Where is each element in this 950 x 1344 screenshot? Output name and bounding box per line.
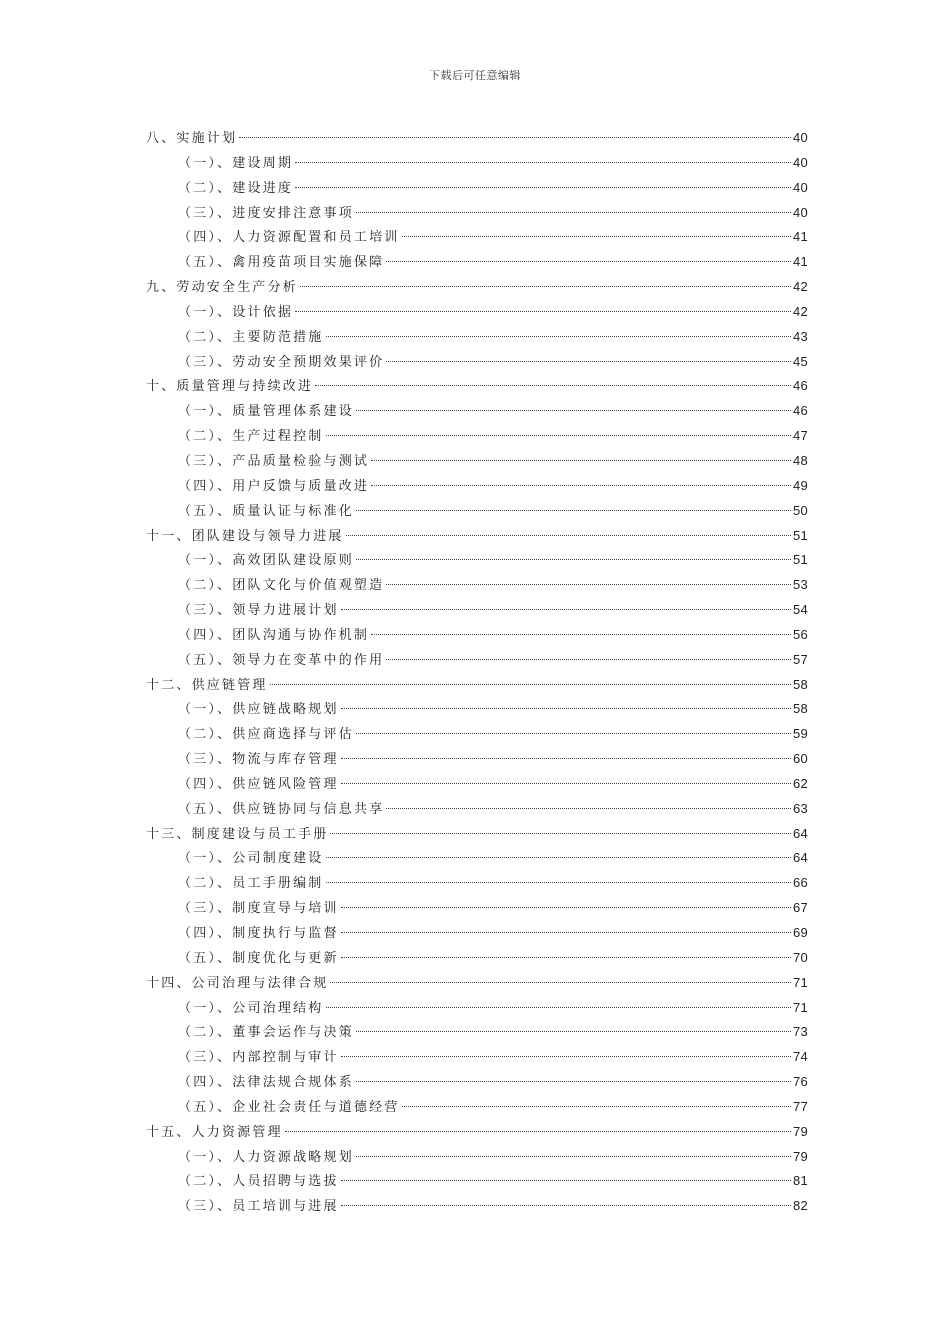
toc-page-number: 58 — [792, 676, 808, 692]
toc-page-number: 40 — [792, 204, 808, 220]
toc-dot-leader — [386, 659, 791, 660]
toc-section-entry[interactable] — [146, 474, 808, 499]
toc-section-entry[interactable] — [146, 946, 808, 971]
toc-page-number: 79 — [792, 1123, 808, 1139]
toc-dot-leader — [402, 236, 791, 237]
toc-dot-leader — [285, 1131, 791, 1132]
toc-page-number: 82 — [792, 1198, 808, 1214]
toc-dot-leader — [356, 1081, 791, 1082]
toc-entry-title: （一）、高效团队建设原则 — [178, 553, 354, 569]
toc-entry-title: （三）、制度宣导与培训 — [178, 901, 339, 917]
toc-section-entry[interactable] — [146, 424, 808, 449]
toc-page-number: 43 — [792, 328, 808, 344]
toc-entry-title: 九、劳动安全生产分析 — [146, 280, 299, 296]
toc-page-number: 41 — [792, 254, 808, 270]
toc-page-number: 70 — [792, 949, 808, 965]
toc-dot-leader — [356, 559, 791, 560]
toc-page-number: 66 — [792, 875, 808, 891]
toc-page-number: 57 — [792, 651, 808, 667]
toc-section-entry[interactable] — [146, 1045, 808, 1070]
toc-section-entry[interactable] — [146, 598, 808, 623]
toc-section-entry[interactable] — [146, 250, 808, 275]
toc-page-number: 51 — [792, 527, 808, 543]
toc-dot-leader — [326, 857, 791, 858]
toc-page-number: 48 — [792, 452, 808, 468]
toc-page-number: 40 — [792, 154, 808, 170]
toc-dot-leader — [239, 137, 791, 138]
toc-dot-leader — [326, 336, 791, 337]
toc-dot-leader — [341, 907, 791, 908]
toc-chapter-entry[interactable] — [146, 673, 808, 698]
toc-entry-title: （三）、领导力进展计划 — [178, 603, 339, 619]
toc-entry-title: （二）、人员招聘与选拔 — [178, 1174, 339, 1190]
toc-dot-leader — [371, 634, 791, 635]
toc-dot-leader — [326, 435, 791, 436]
toc-section-entry[interactable] — [146, 846, 808, 871]
toc-dot-leader — [341, 783, 791, 784]
toc-section-entry[interactable] — [146, 1145, 808, 1170]
toc-entry-title: （二）、团队文化与价值观塑造 — [178, 578, 385, 594]
toc-entry-title: （五）、领导力在变革中的作用 — [178, 652, 385, 668]
toc-page-number: 59 — [792, 726, 808, 742]
toc-section-entry[interactable] — [146, 325, 808, 350]
toc-entry-title: （一）、公司制度建设 — [178, 851, 324, 867]
toc-page-number: 56 — [792, 626, 808, 642]
toc-dot-leader — [341, 1180, 791, 1181]
toc-section-entry[interactable] — [146, 151, 808, 176]
toc-page-number: 58 — [792, 701, 808, 717]
toc-entry-title: （五）、企业社会责任与道德经营 — [178, 1099, 400, 1115]
toc-page-number: 77 — [792, 1098, 808, 1114]
toc-entry-title: （一）、人力资源战略规划 — [178, 1149, 354, 1165]
toc-dot-leader — [341, 957, 791, 958]
toc-section-entry[interactable] — [146, 896, 808, 921]
toc-dot-leader — [356, 212, 791, 213]
toc-chapter-entry[interactable] — [146, 971, 808, 996]
toc-dot-leader — [300, 286, 791, 287]
toc-dot-leader — [295, 162, 791, 163]
toc-entry-title: （三）、内部控制与审计 — [178, 1050, 339, 1066]
toc-section-entry[interactable] — [146, 921, 808, 946]
toc-entry-title: 八、实施计划 — [146, 131, 238, 146]
toc-entry-title: 十三、制度建设与员工手册 — [146, 826, 329, 842]
toc-dot-leader — [330, 833, 791, 834]
toc-section-entry[interactable] — [146, 996, 808, 1021]
toc-page-number: 45 — [792, 353, 808, 369]
toc-page-number: 73 — [792, 1024, 808, 1040]
toc-entry-title: （五）、供应链协同与信息共享 — [178, 801, 385, 817]
toc-page-number: 47 — [792, 428, 808, 444]
toc-entry-title: （二）、供应商选择与评估 — [178, 727, 354, 743]
toc-entry-title: （四）、团队沟通与协作机制 — [178, 627, 370, 643]
toc-section-entry[interactable] — [146, 772, 808, 797]
toc-dot-leader — [341, 609, 791, 610]
toc-entry-title: （五）、质量认证与标准化 — [178, 503, 354, 519]
toc-dot-leader — [326, 882, 791, 883]
toc-entry-title: （一）、供应链战略规划 — [178, 702, 339, 718]
table-of-contents — [146, 126, 808, 1219]
toc-section-entry[interactable] — [146, 176, 808, 201]
toc-dot-leader — [356, 510, 791, 511]
toc-entry-title: （二）、董事会运作与决策 — [178, 1025, 354, 1041]
toc-section-entry[interactable] — [146, 697, 808, 722]
toc-entry-title: （四）、用户反馈与质量改进 — [178, 478, 370, 494]
toc-entry-title: （三）、产品质量检验与测试 — [178, 453, 370, 469]
toc-page-number: 53 — [792, 577, 808, 593]
toc-dot-leader — [330, 982, 791, 983]
toc-page-number: 54 — [792, 602, 808, 618]
toc-entry-title: （二）、建设进度 — [178, 180, 294, 196]
toc-section-entry[interactable] — [146, 623, 808, 648]
toc-entry-title: （三）、员工培训与进展 — [178, 1199, 339, 1215]
toc-chapter-entry[interactable] — [146, 1120, 808, 1145]
toc-entry-title: （一）、质量管理体系建设 — [178, 404, 354, 420]
toc-chapter-entry[interactable] — [146, 126, 808, 151]
toc-dot-leader — [341, 1205, 791, 1206]
toc-section-entry[interactable] — [146, 548, 808, 573]
toc-entry-title: （四）、人力资源配置和员工培训 — [178, 230, 400, 246]
toc-dot-leader — [386, 261, 791, 262]
toc-page-number: 79 — [792, 1148, 808, 1164]
toc-page-number: 63 — [792, 800, 808, 816]
toc-dot-leader — [341, 758, 791, 759]
toc-page-number: 40 — [792, 130, 808, 145]
toc-dot-leader — [295, 311, 791, 312]
toc-entry-title: （四）、制度执行与监督 — [178, 926, 339, 941]
toc-dot-leader — [386, 808, 791, 809]
toc-page-number: 50 — [792, 502, 808, 518]
toc-dot-leader — [356, 1031, 791, 1032]
toc-dot-leader — [326, 1007, 791, 1008]
toc-section-entry[interactable] — [146, 797, 808, 822]
toc-page-number: 51 — [792, 552, 808, 568]
toc-section-entry[interactable] — [146, 747, 808, 772]
toc-dot-leader — [386, 584, 791, 585]
toc-page-number: 42 — [792, 303, 808, 319]
toc-section-entry[interactable] — [146, 722, 808, 747]
toc-entry-title: （一）、建设周期 — [178, 155, 294, 171]
toc-entry-title: （二）、员工手册编制 — [178, 876, 324, 892]
toc-page-number: 76 — [792, 1074, 808, 1090]
toc-page-number: 46 — [792, 378, 808, 394]
toc-section-entry[interactable] — [146, 871, 808, 896]
toc-section-entry[interactable] — [146, 449, 808, 474]
toc-entry-title: 十四、公司治理与法律合规 — [146, 975, 329, 991]
toc-section-entry[interactable] — [146, 499, 808, 524]
toc-dot-leader — [371, 460, 791, 461]
toc-dot-leader — [315, 385, 791, 386]
toc-dot-leader — [371, 485, 791, 486]
toc-entry-title: （一）、设计依据 — [178, 304, 294, 320]
toc-page-number: 71 — [792, 999, 808, 1015]
toc-page-number: 71 — [792, 974, 808, 990]
toc-entry-title: 十五、人力资源管理 — [146, 1124, 283, 1140]
toc-entry-title: （四）、供应链风险管理 — [178, 776, 339, 792]
toc-entry-title: （五）、禽用疫苗项目实施保障 — [178, 255, 385, 271]
toc-section-entry[interactable] — [146, 648, 808, 673]
toc-chapter-entry[interactable] — [146, 374, 808, 399]
toc-chapter-entry[interactable] — [146, 275, 808, 300]
toc-chapter-entry[interactable] — [146, 524, 808, 549]
toc-entry-title: 十一、团队建设与领导力进展 — [146, 528, 344, 544]
toc-section-entry[interactable] — [146, 1169, 808, 1194]
toc-page-number: 49 — [792, 477, 808, 493]
toc-dot-leader — [356, 733, 791, 734]
toc-entry-title: （五）、制度优化与更新 — [178, 950, 339, 966]
toc-section-entry[interactable] — [146, 1070, 808, 1095]
toc-page-number: 64 — [792, 825, 808, 841]
toc-page-number: 81 — [792, 1173, 808, 1189]
toc-dot-leader — [386, 361, 791, 362]
toc-page-number: 62 — [792, 775, 808, 791]
toc-page-number: 64 — [792, 850, 808, 866]
toc-page-number: 40 — [792, 179, 808, 195]
toc-section-entry[interactable] — [146, 350, 808, 375]
toc-page-number: 74 — [792, 1049, 808, 1065]
toc-entry-title: （三）、进度安排注意事项 — [178, 205, 354, 221]
toc-entry-title: （四）、法律法规合规体系 — [178, 1075, 354, 1091]
toc-dot-leader — [295, 187, 791, 188]
toc-dot-leader — [356, 1156, 791, 1157]
toc-section-entry[interactable] — [146, 300, 808, 325]
toc-entry-title: 十、质量管理与持续改进 — [146, 379, 314, 395]
toc-page-number: 69 — [792, 925, 808, 940]
page-header: 下载后可任意编辑 — [429, 69, 521, 82]
toc-section-entry[interactable] — [146, 399, 808, 424]
toc-section-entry[interactable] — [146, 1020, 808, 1045]
toc-chapter-entry[interactable] — [146, 822, 808, 847]
toc-section-entry[interactable] — [146, 201, 808, 226]
toc-entry-title: 十二、供应链管理 — [146, 677, 268, 693]
toc-section-entry[interactable] — [146, 573, 808, 598]
toc-entry-title: （一）、公司治理结构 — [178, 1000, 324, 1016]
toc-page-number: 46 — [792, 403, 808, 419]
toc-dot-leader — [270, 684, 791, 685]
toc-dot-leader — [356, 410, 791, 411]
toc-dot-leader — [402, 1106, 791, 1107]
toc-section-entry[interactable] — [146, 225, 808, 250]
toc-dot-leader — [341, 708, 791, 709]
toc-section-entry[interactable] — [146, 1194, 808, 1219]
toc-entry-title: （三）、劳动安全预期效果评价 — [178, 354, 385, 370]
toc-page-number: 67 — [792, 900, 808, 916]
toc-page-number: 42 — [792, 279, 808, 295]
toc-entry-title: （二）、主要防范措施 — [178, 329, 324, 345]
toc-dot-leader — [341, 932, 791, 933]
toc-dot-leader — [341, 1056, 791, 1057]
toc-entry-title: （二）、生产过程控制 — [178, 429, 324, 445]
toc-page-number: 60 — [792, 751, 808, 767]
toc-entry-title: （三）、物流与库存管理 — [178, 752, 339, 768]
toc-page-number: 41 — [792, 229, 808, 245]
toc-section-entry[interactable] — [146, 1095, 808, 1120]
toc-dot-leader — [346, 535, 791, 536]
